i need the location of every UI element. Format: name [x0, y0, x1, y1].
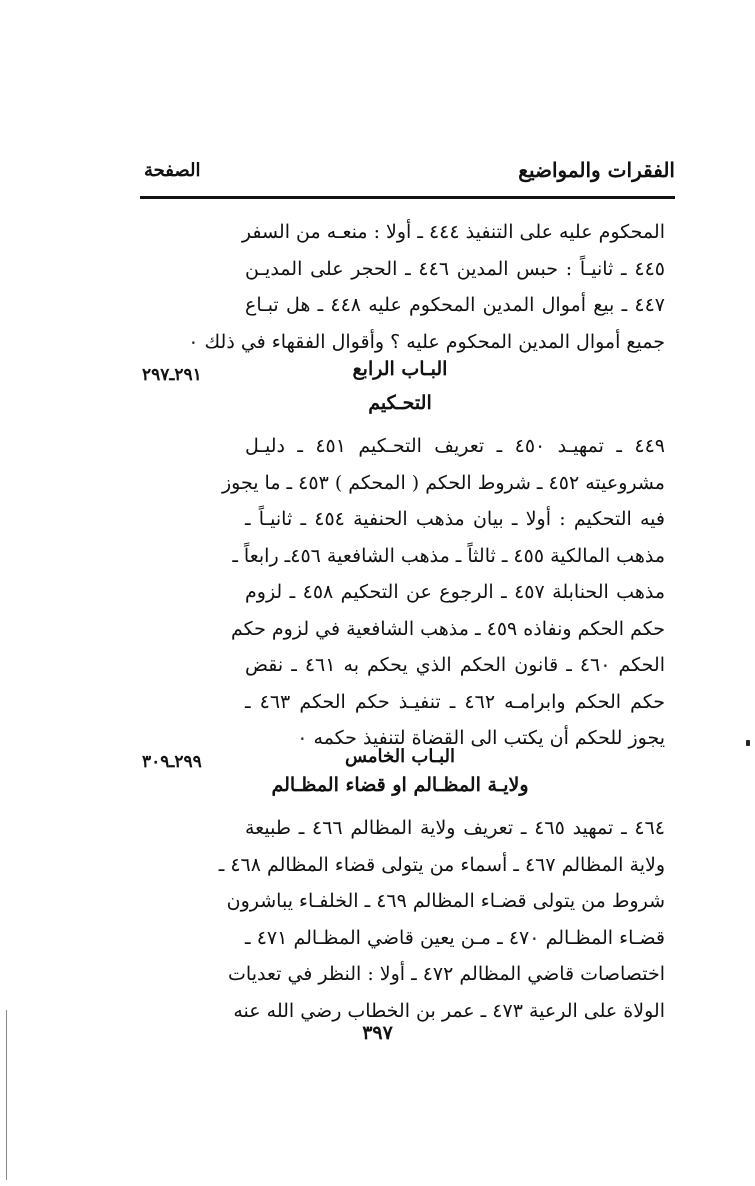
text-line: حكم الحكم وابرامـه ٤٦٢ ـ تنفيـذ حكم الحكم ٤٦٣ ـ: [245, 690, 666, 713]
page-header: [140, 158, 675, 194]
text-line: ٤٤٧ ـ بيع أموال المدين المحكوم عليه ٤٤٨ ـ هل تبـاع: [245, 294, 665, 316]
chapter5-paragraph: [218, 810, 666, 1029]
text-line: حكم الحكم ونفاذه ٤٥٩ ـ مذهب الشافعية في لزوم حكم: [230, 617, 665, 640]
text-line: ٤٦٤ ـ تمهيد ٤٦٥ ـ تعريف ولاية المظالم ٤٦٦ ـ طبيعة: [245, 817, 666, 839]
scan-edge-line: [6, 1010, 7, 1180]
chapter4-paragraph: [221, 428, 666, 757]
header-title: الفقرات والمواضيع: [518, 158, 675, 182]
chapter5-subheading: ولايـة المظـالم او قضاء المظـالم: [271, 774, 529, 796]
header-divider: [140, 196, 675, 199]
text-line: اختصاصات قاضي المظالم ٤٧٢ ـ أولا : النظر في تعديات: [228, 963, 665, 985]
text-line: يجوز للحكم أن يكتب الى القضاة لتنفيذ حكمه ٠: [297, 727, 665, 749]
text-line: ٤٤٩ ـ تمهيـد ٤٥٠ ـ تعريف التحـكيم ٤٥١ ـ دليـل: [245, 435, 665, 457]
text-line: فيه التحكيم : أولا ـ بيان مذهب الحنفية ٤٥٤ ـ ثانيـاً ـ: [245, 508, 665, 530]
scan-speck: [746, 740, 750, 746]
text-line: الحكم ٤٦٠ ـ قانون الحكم الذي يحكم به ٤٦١ ـ نقض: [245, 654, 665, 676]
text-line: ولاية المظالم ٤٦٧ ـ أسماء من يتولى قضاء المظالم ٤٦٨ ـ: [218, 853, 665, 876]
continuation-paragraph: [188, 214, 665, 360]
text-line: شروط من يتولى قضـاء المظالم ٤٦٩ ـ الخلفـاء يباشرون: [226, 890, 665, 912]
chapter5-page-range: ٢٩٩ـ٣٠٩: [142, 752, 202, 772]
text-line: الولاة على الرعية ٤٧٣ ـ عمر بن الخطاب رضي الله عنه: [233, 999, 665, 1022]
text-line: المحكوم عليه على التنفيذ ٤٤٤ ـ أولا : منعـه من السفر: [241, 221, 665, 243]
chapter4-heading: البـاب الرابع: [352, 358, 448, 380]
text-line: قضـاء المظـالم ٤٧٠ ـ مـن يعين قاضي المظـالم ٤٧١ ـ: [245, 926, 665, 949]
chapter4-page-range: ٢٩١ـ٢٩٧: [142, 365, 202, 385]
chapter4-subheading: التحـكيم: [368, 392, 432, 414]
text-line: جميع أموال المدين المحكوم عليه ؟ وأقوال الفقهاء في ذلك ٠: [188, 330, 665, 353]
chapter5-heading: البـاب الخامس: [344, 746, 456, 767]
text-line: مشروعيته ٤٥٢ ـ شروط الحكم ( المحكم ) ٤٥٣ ـ ما يجوز: [221, 471, 665, 494]
header-page-label: الصفحة: [144, 160, 201, 181]
text-line: ٤٤٥ ـ ثانيـاً : حبس المدين ٤٤٦ ـ الحجر على المديـن: [245, 257, 665, 280]
text-line: مذهب المالكية ٤٥٥ ـ ثالثاً ـ مذهب الشافعية ٤٥٦ـ رابعاً ـ: [232, 544, 665, 567]
text-line: مذهب الحنابلة ٤٥٧ ـ الرجوع عن التحكيم ٤٥٨ ـ لزوم: [245, 581, 666, 603]
page-number: ٣٩٧: [362, 1022, 393, 1044]
